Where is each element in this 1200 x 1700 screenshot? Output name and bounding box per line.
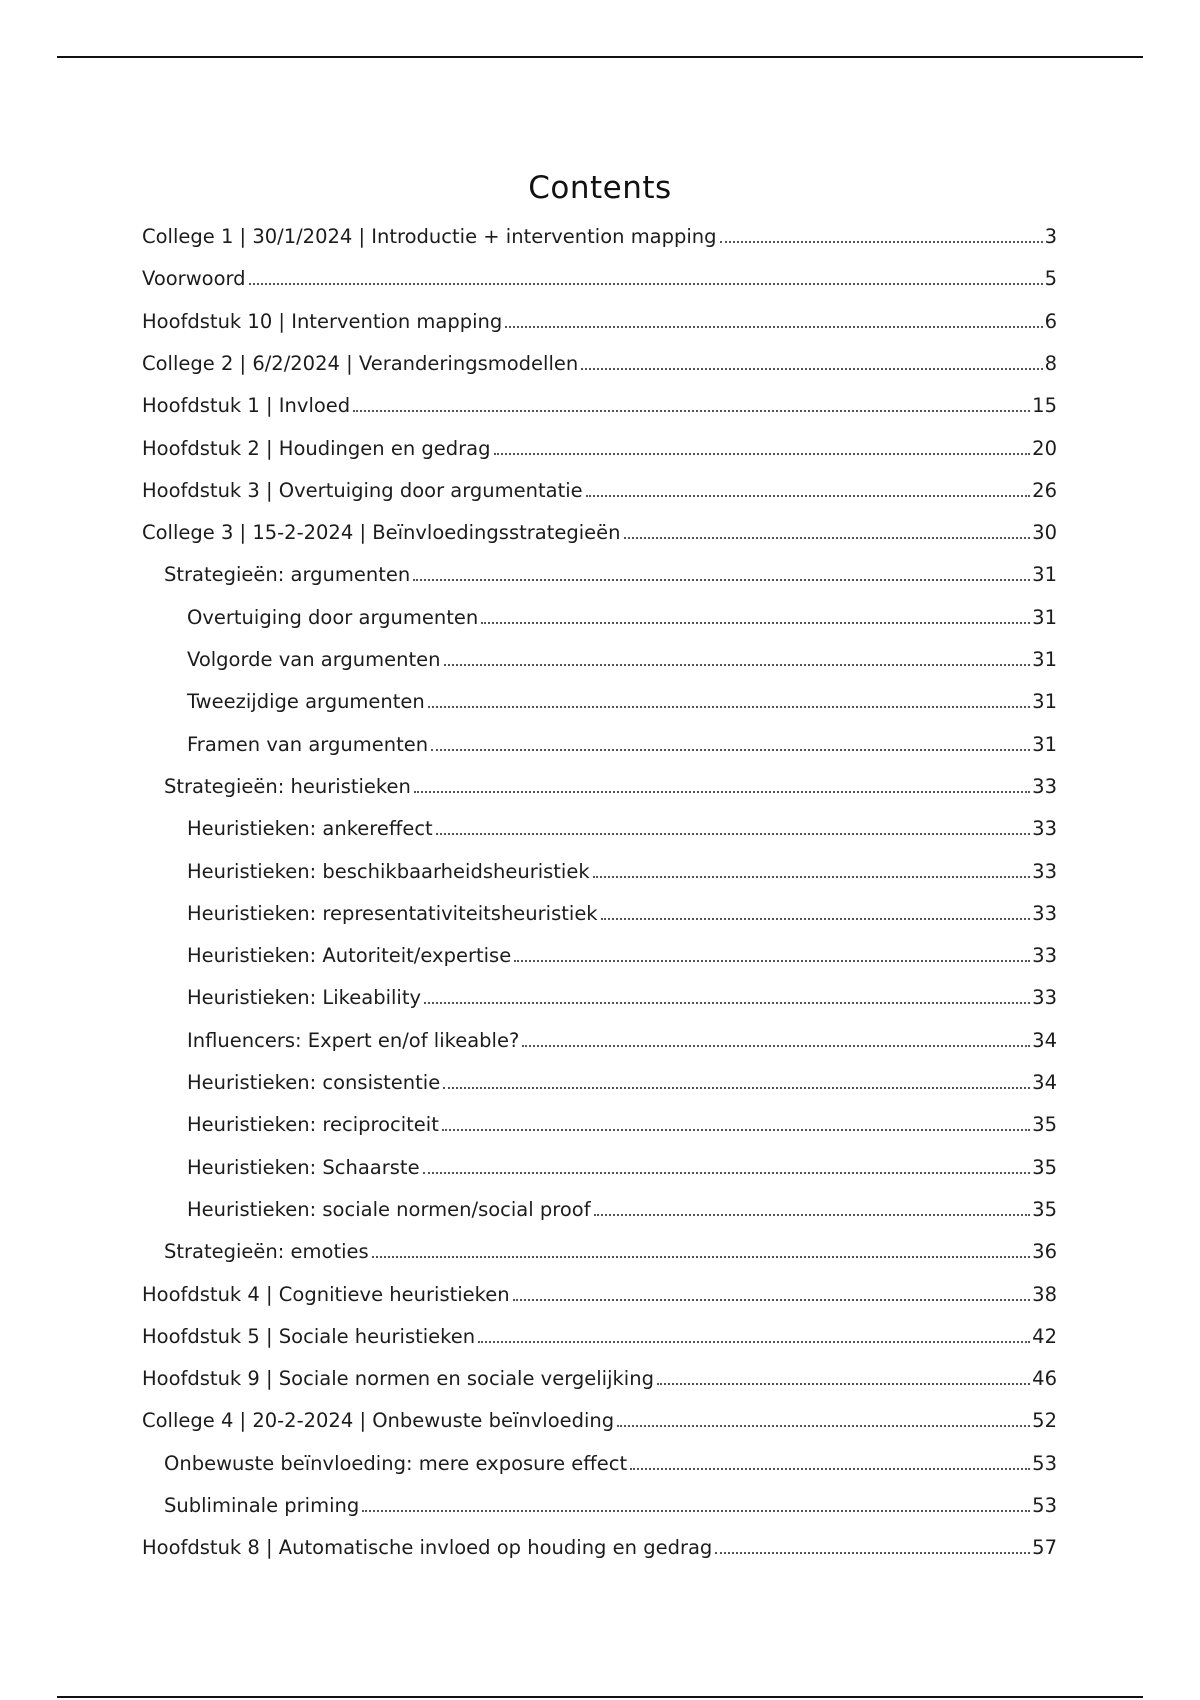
toc-entry[interactable]	[187, 844, 1057, 884]
dot-leader	[431, 749, 1030, 751]
toc-entry-page-number: 34	[1032, 1029, 1057, 1052]
toc-entry-label: Strategieën: emoties	[164, 1240, 369, 1263]
footer-rule	[57, 1696, 1143, 1698]
dot-leader	[715, 1552, 1030, 1554]
dot-leader	[630, 1468, 1030, 1470]
toc-entry-label: Heuristieken: Autoriteit/expertise	[187, 944, 512, 967]
toc-entry-label: Voorwoord	[142, 267, 246, 290]
toc-entry-label: Heuristieken: beschikbaarheidsheuristiek	[187, 860, 590, 883]
dot-leader	[514, 960, 1030, 962]
toc-entry-label: Hoofdstuk 5 | Sociale heuristieken	[142, 1325, 476, 1348]
toc-entry-label: Hoofdstuk 10 | Intervention mapping	[142, 310, 503, 333]
toc-entry[interactable]	[142, 209, 1057, 249]
dot-leader	[505, 326, 1042, 328]
toc-entry-label: Hoofdstuk 3 | Overtuiging door argumentatie	[142, 479, 583, 502]
toc-entry[interactable]	[164, 547, 1057, 587]
dot-leader	[478, 1341, 1030, 1343]
toc-entry-page-number: 33	[1032, 775, 1057, 798]
dot-leader	[372, 1256, 1030, 1258]
toc-entry-page-number: 42	[1032, 1325, 1057, 1348]
dot-leader	[424, 1002, 1030, 1004]
dot-leader	[581, 368, 1042, 370]
toc-entry[interactable]	[187, 1055, 1057, 1095]
toc-entry-page-number: 33	[1032, 944, 1057, 967]
toc-entry-label: College 3 | 15-2-2024 | Beïnvloedingsstrategieën	[142, 521, 621, 544]
toc-entry-page-number: 38	[1032, 1283, 1057, 1306]
dot-leader	[443, 1087, 1030, 1089]
toc-entry-page-number: 20	[1032, 437, 1057, 460]
toc-entry-page-number: 8	[1044, 352, 1057, 375]
toc-entry-page-number: 33	[1032, 902, 1057, 925]
toc-entry-page-number: 26	[1032, 479, 1057, 502]
dot-leader	[522, 1045, 1030, 1047]
dot-leader	[601, 918, 1031, 920]
toc-entry[interactable]	[142, 1520, 1057, 1560]
toc-entry[interactable]	[142, 1351, 1057, 1391]
toc-entry[interactable]	[142, 463, 1057, 503]
dot-leader	[720, 241, 1043, 243]
dot-leader	[586, 495, 1030, 497]
toc-entry-label: Heuristieken: reciprociteit	[187, 1113, 439, 1136]
dot-leader	[624, 537, 1031, 539]
toc-entry[interactable]	[187, 1182, 1057, 1222]
toc-entry-label: Strategieën: argumenten	[164, 563, 411, 586]
toc-entry[interactable]	[164, 1478, 1057, 1518]
dot-leader	[617, 1425, 1030, 1427]
toc-entry-page-number: 31	[1032, 563, 1057, 586]
toc-entry[interactable]	[164, 759, 1057, 799]
toc-entry[interactable]	[142, 421, 1057, 461]
dot-leader	[657, 1383, 1030, 1385]
dot-leader	[428, 706, 1030, 708]
toc-entry-page-number: 31	[1032, 733, 1057, 756]
toc-entry[interactable]	[187, 717, 1057, 757]
toc-entry-label: Influencers: Expert en/of likeable?	[187, 1029, 520, 1052]
toc-entry-page-number: 31	[1032, 648, 1057, 671]
toc-entry-label: College 1 | 30/1/2024 | Introductie + intervention mapping	[142, 225, 717, 248]
toc-entry-page-number: 31	[1032, 606, 1057, 629]
toc-entry-page-number: 6	[1044, 310, 1057, 333]
page-title: Contents	[528, 170, 672, 206]
dot-leader	[414, 791, 1030, 793]
toc-entry-page-number: 33	[1032, 986, 1057, 1009]
toc-entry-page-number: 35	[1032, 1156, 1057, 1179]
toc-entry-page-number: 35	[1032, 1198, 1057, 1221]
toc-entry[interactable]	[164, 1436, 1057, 1476]
toc-entry[interactable]	[142, 505, 1057, 545]
toc-entry[interactable]	[164, 1224, 1057, 1264]
dot-leader	[594, 1214, 1031, 1216]
toc-entry-page-number: 35	[1032, 1113, 1057, 1136]
header-rule	[57, 56, 1143, 58]
dot-leader	[444, 664, 1031, 666]
toc-entry[interactable]	[187, 1013, 1057, 1053]
toc-entry[interactable]	[142, 336, 1057, 376]
toc-entry[interactable]	[187, 970, 1057, 1010]
toc-entry[interactable]	[187, 674, 1057, 714]
toc-entry-label: Subliminale priming	[164, 1494, 360, 1517]
toc-entry[interactable]	[187, 1140, 1057, 1180]
toc-entry-page-number: 30	[1032, 521, 1057, 544]
toc-entry[interactable]	[187, 1097, 1057, 1137]
toc-entry[interactable]	[187, 590, 1057, 630]
toc-entry-label: Onbewuste beïnvloeding: mere exposure effect	[164, 1452, 628, 1475]
toc-entry[interactable]	[142, 378, 1057, 418]
dot-leader	[513, 1299, 1031, 1301]
toc-entry-label: Overtuiging door argumenten	[187, 606, 479, 629]
toc-entry-label: Hoofdstuk 1 | Invloed	[142, 394, 351, 417]
dot-leader	[353, 410, 1030, 412]
toc-entry-page-number: 53	[1032, 1452, 1057, 1475]
toc-entry[interactable]	[142, 1393, 1057, 1433]
dot-leader	[494, 453, 1031, 455]
toc-entry-page-number: 15	[1032, 394, 1057, 417]
toc-entry-label: Hoofdstuk 2 | Houdingen en gedrag	[142, 437, 491, 460]
toc-entry-label: College 4 | 20-2-2024 | Onbewuste beïnvloeding	[142, 1409, 615, 1432]
toc-entry[interactable]	[142, 251, 1057, 291]
toc-entry[interactable]	[142, 294, 1057, 334]
toc-entry-label: Heuristieken: representativiteitsheuristiek	[187, 902, 598, 925]
toc-entry-page-number: 5	[1044, 267, 1057, 290]
dot-leader	[593, 876, 1031, 878]
dot-leader	[436, 833, 1030, 835]
toc-entry-page-number: 57	[1032, 1536, 1057, 1559]
toc-entry-page-number: 31	[1032, 690, 1057, 713]
toc-entry[interactable]	[142, 1309, 1057, 1349]
toc-entry-page-number: 52	[1032, 1409, 1057, 1432]
toc-entry-label: Hoofdstuk 4 | Cognitieve heuristieken	[142, 1283, 510, 1306]
toc-entry-label: Volgorde van argumenten	[187, 648, 441, 671]
toc-entry[interactable]	[187, 928, 1057, 968]
dot-leader	[481, 622, 1030, 624]
toc-entry-label: Heuristieken: ankereffect	[187, 817, 433, 840]
toc-entry-label: Heuristieken: Schaarste	[187, 1156, 420, 1179]
toc-entry[interactable]	[187, 801, 1057, 841]
toc-entry-label: Tweezijdige argumenten	[187, 690, 425, 713]
toc-entry-label: Heuristieken: sociale normen/social proof	[187, 1198, 591, 1221]
toc-entry-page-number: 33	[1032, 817, 1057, 840]
toc-entry-label: Hoofdstuk 9 | Sociale normen en sociale vergelijking	[142, 1367, 654, 1390]
toc-entry-label: Hoofdstuk 8 | Automatische invloed op houding en gedrag	[142, 1536, 713, 1559]
dot-leader	[362, 1510, 1030, 1512]
toc-entry-label: Heuristieken: consistentie	[187, 1071, 441, 1094]
toc-entry-label: Heuristieken: Likeability	[187, 986, 422, 1009]
toc-entry-label: Framen van argumenten	[187, 733, 429, 756]
toc-entry-label: College 2 | 6/2/2024 | Veranderingsmodellen	[142, 352, 579, 375]
dot-leader	[413, 579, 1030, 581]
toc-entry[interactable]	[142, 1267, 1057, 1307]
toc-entry-page-number: 46	[1032, 1367, 1057, 1390]
toc-entry-page-number: 3	[1044, 225, 1057, 248]
toc-entry-page-number: 53	[1032, 1494, 1057, 1517]
toc-entry[interactable]	[187, 886, 1057, 926]
dot-leader	[423, 1172, 1031, 1174]
toc-entry-page-number: 36	[1032, 1240, 1057, 1263]
dot-leader	[442, 1129, 1030, 1131]
toc-entry-page-number: 34	[1032, 1071, 1057, 1094]
toc-entry-label: Strategieën: heuristieken	[164, 775, 411, 798]
dot-leader	[249, 283, 1043, 285]
toc-entry[interactable]	[187, 632, 1057, 672]
toc-entry-page-number: 33	[1032, 860, 1057, 883]
